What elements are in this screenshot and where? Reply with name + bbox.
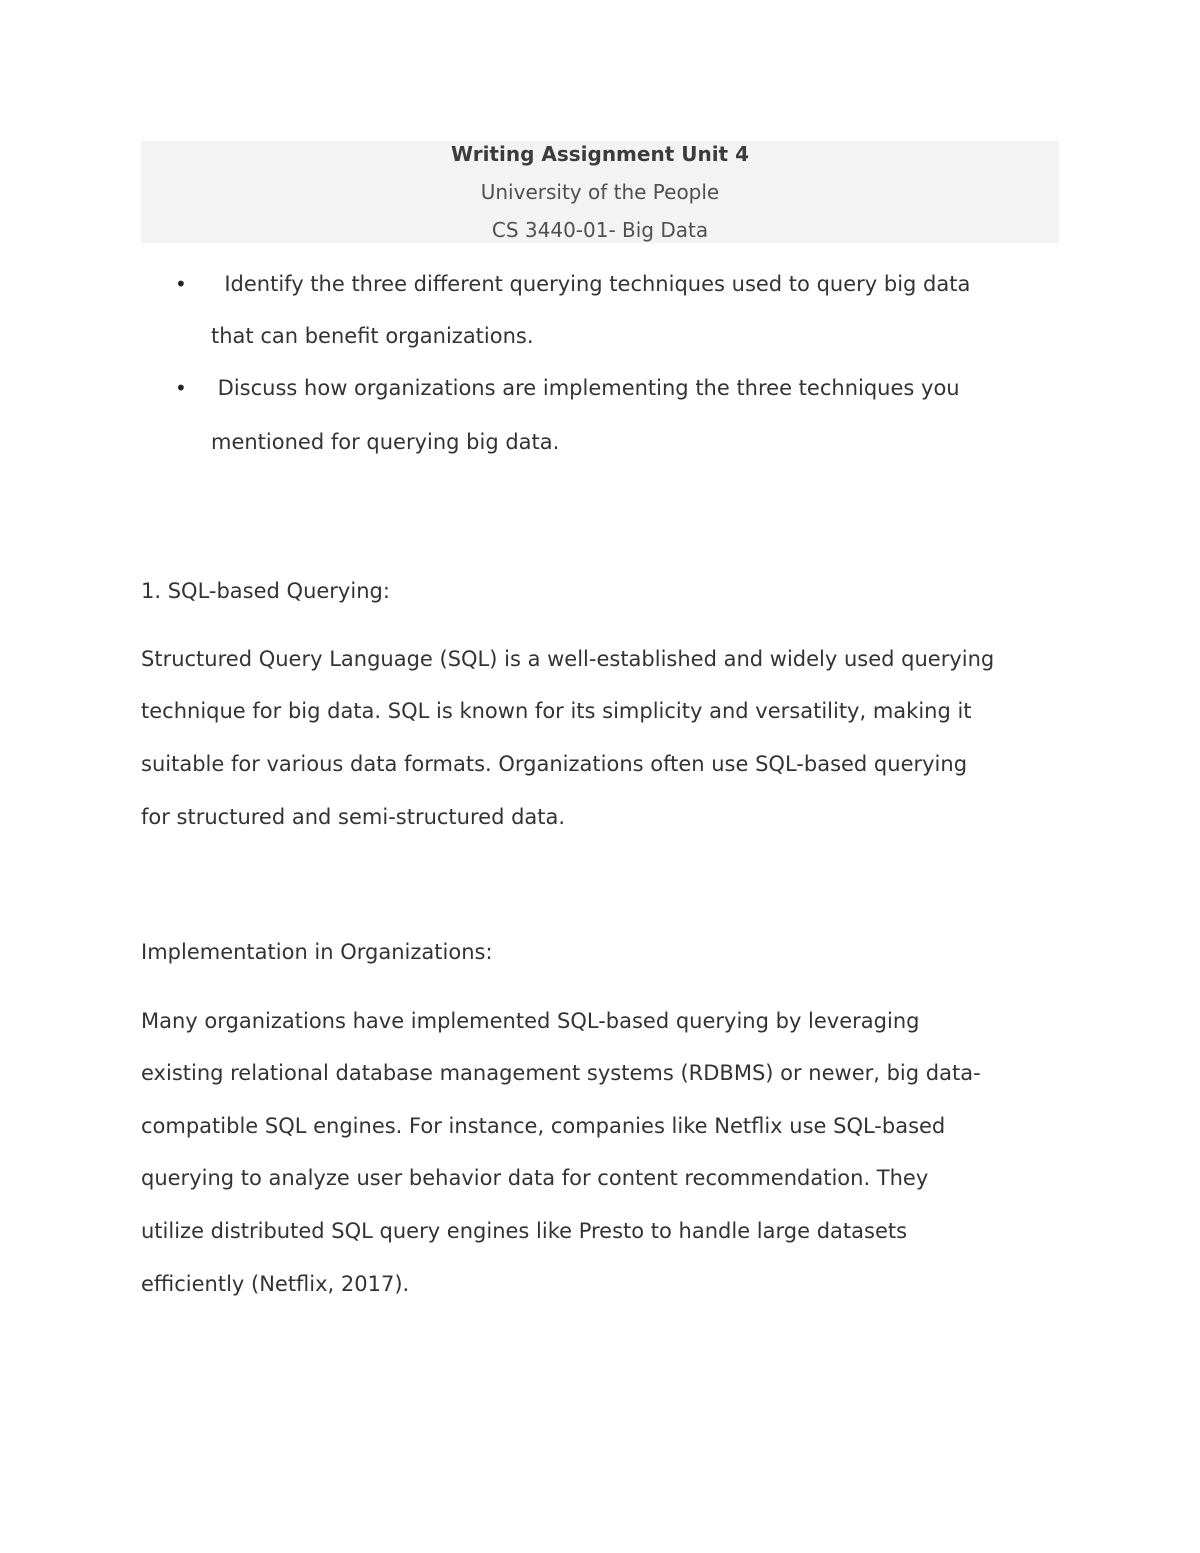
paragraph-line: existing relational database management systems (RDBMS) or newer, big data- — [141, 1061, 981, 1085]
document-title: Writing Assignment Unit 4 — [451, 142, 749, 166]
paragraph-line: suitable for various data formats. Organizations often use SQL-based querying — [141, 752, 968, 776]
paragraph-line: compatible SQL engines. For instance, companies like Netflix use SQL-based — [141, 1114, 946, 1138]
bullet-icon: • — [175, 272, 187, 296]
bullet-icon: • — [175, 376, 187, 400]
document-header — [141, 141, 1059, 243]
paragraph-line: Structured Query Language (SQL) is a well-established and widely used querying — [141, 647, 995, 671]
bullet-item-line: that can benefit organizations. — [211, 324, 534, 348]
paragraph-line: for structured and semi-structured data. — [141, 805, 566, 829]
bullet-item-line: mentioned for querying big data. — [211, 430, 560, 454]
paragraph-line: Many organizations have implemented SQL-based querying by leveraging — [141, 1009, 920, 1033]
paragraph-line: efficiently (Netflix, 2017). — [141, 1272, 410, 1296]
bullet-item-line: Identify the three different querying techniques used to query big data — [211, 272, 971, 296]
bullet-item-line: Discuss how organizations are implementing the three techniques you — [211, 376, 960, 400]
paragraph-line: querying to analyze user behavior data for content recommendation. They — [141, 1166, 929, 1190]
paragraph-line: utilize distributed SQL query engines like Presto to handle large datasets — [141, 1219, 908, 1243]
section-heading-implementation: Implementation in Organizations: — [141, 940, 493, 964]
course-name: CS 3440-01- Big Data — [491, 218, 709, 242]
section-heading-sql: 1. SQL-based Querying: — [141, 579, 390, 603]
institution-name: University of the People — [480, 180, 720, 204]
paragraph-line: technique for big data. SQL is known for its simplicity and versatility, making it — [141, 699, 972, 723]
